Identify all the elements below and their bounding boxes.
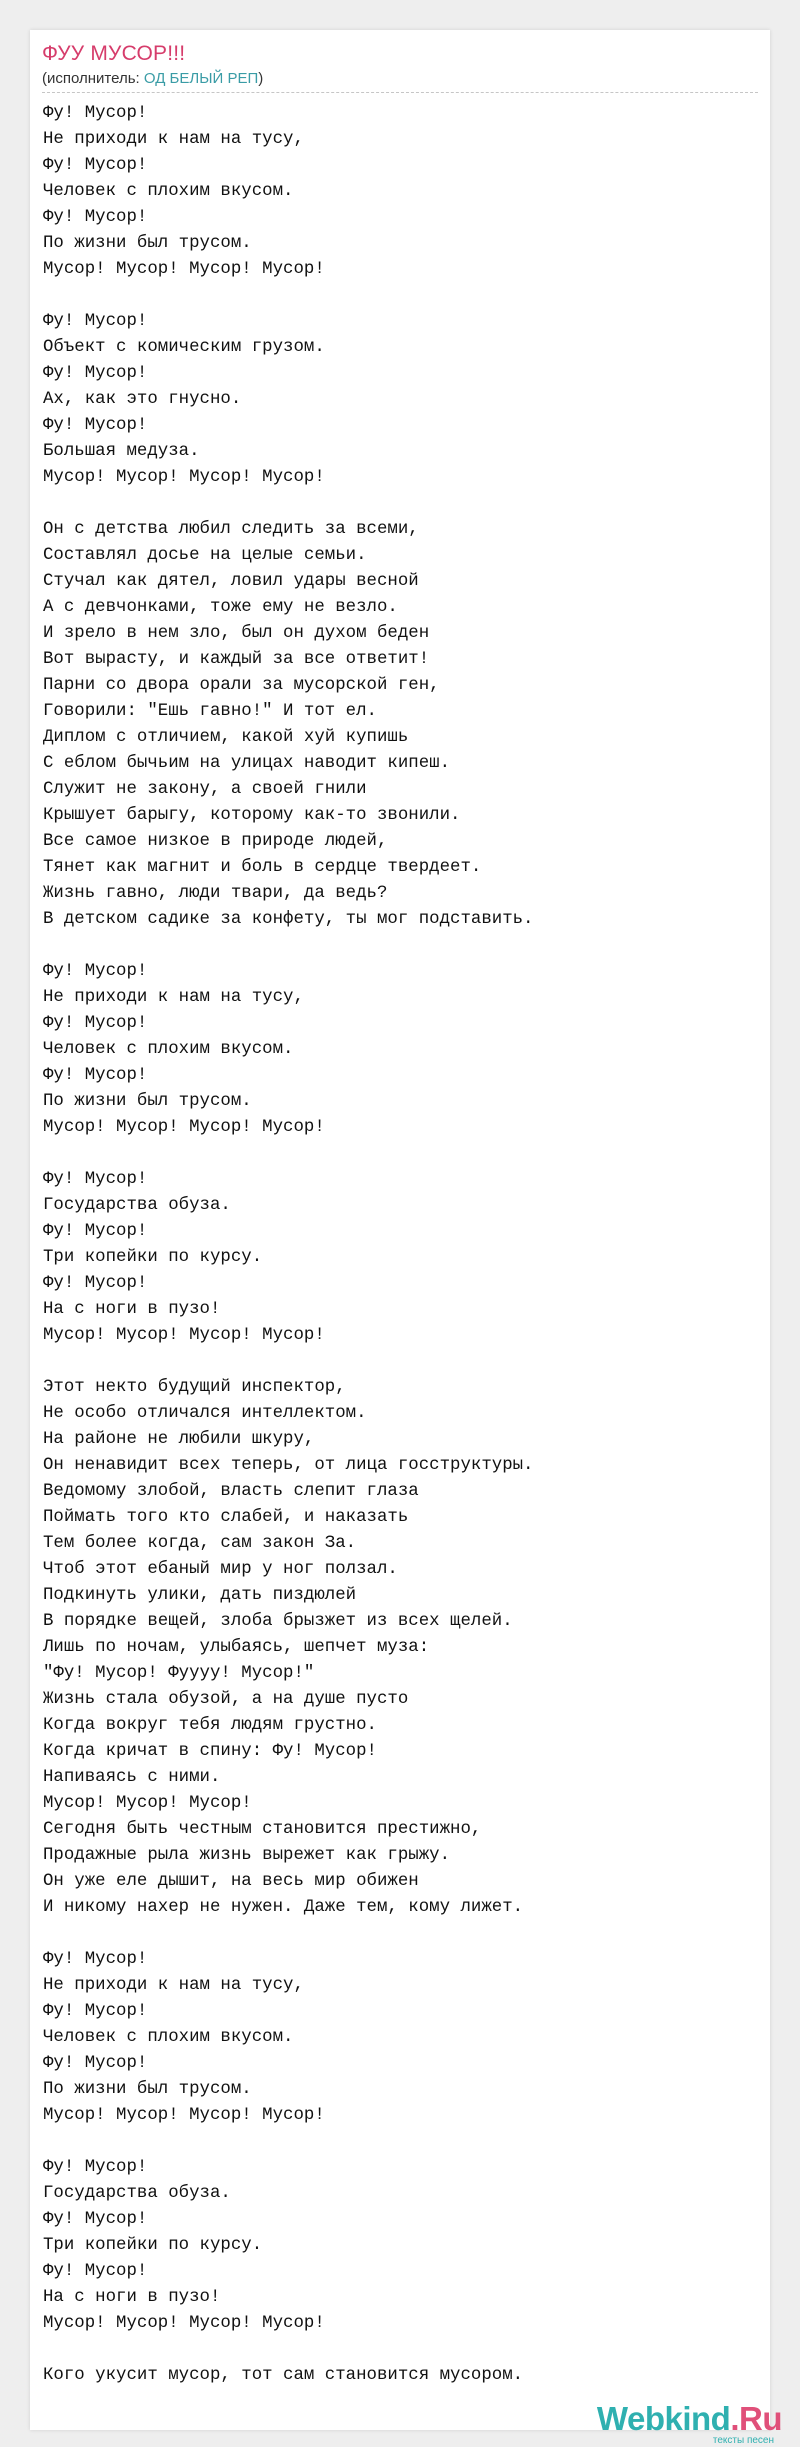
- performer-link[interactable]: ОД БЕЛЫЙ РЕП: [143, 70, 259, 87]
- lyrics-card: [30, 30, 770, 2430]
- logo-main-text: Webkind: [596, 2400, 731, 2437]
- logo-tagline: тексты песен: [712, 2435, 774, 2446]
- site-logo[interactable]: [592, 2400, 782, 2446]
- logo-wordmark: [592, 2402, 782, 2436]
- performer-suffix: ): [258, 70, 264, 87]
- performer-line: [42, 69, 263, 89]
- logo-domain-suffix: .Ru: [730, 2400, 782, 2437]
- lyrics-text: Фу! Мусор! Не приходи к нам на тусу, Фу! Мусор! Человек с плохим вкусом. Фу! Мусор! По жизни был трусом. Мусор! Мусор! Мусор! Мусор! Фу! Мусор! Объект с комическим грузом. Фу! Мусор! Ах, как это гнусно. Фу! Мусор! Большая медуза. Мусор! Мусор! Мусор! Мусор! Он с детства любил следить за всеми, Составлял досье на целые семьи. Стучал как дятел, ловил удары весной А с девчонками, тоже ему не везло. И зрело в нем зло, был он духом беден Вот вырасту, и каждый за все ответит! Парни со двора орали за мусорской ген, Говорили: "Ешь гавно!" И тот ел. Диплом с отличием, какой хуй купишь С еблом бычьим на улицах наводит кипеш. Служит не закону, а своей гнили Крышует барыгу, которому как-то звонили. Все самое низкое в природе людей, Тянет как магнит и боль в сердце твердеет. Жизнь гавно, люди твари, да ведь? В детском садике за конфету, ты мог подставить. Фу! Мусор! Не приходи к нам на тусу, Фу! Мусор! Человек с плохим вкусом. Фу! Мусор! По жизни был трусом. Мусор! Мусор! Мусор! Мусор! Фу! Мусор! Государства обуза. Фу! Мусор! Три копейки по курсу. Фу! Мусор! На с ноги в пузо! Мусор! Мусор! Мусор! Мусор! Этот некто будущий инспектор, Не особо отличался интеллектом. На районе не любили шкуру, Он ненавидит всех теперь, от лица госструктуры. Ведомому злобой, власть слепит глаза Поймать того кто слабей, и наказать Тем более когда, сам закон За. Чтоб этот ебаный мир у ног ползал. Подкинуть улики, дать пиздюлей В порядке вещей, злоба брызжет из всех щелей. Лишь по ночам, улыбаясь, шепчет муза: "Фу! Мусор! Фуууу! Мусор!" Жизнь стала обузой, а на душе пусто Когда вокруг тебя людям грустно. Когда кричат в спину: Фу! Мусор! Напиваясь с ними. Мусор! Мусор! Мусор! Сегодня быть честным становится престижно, Продажные рыла жизнь вырежет как грыжу. Он уже еле дышит, на весь мир обижен И никому нахер не нужен. Даже тем, кому лижет. Фу! Мусор! Не приходи к нам на тусу, Фу! Мусор! Человек с плохим вкусом. Фу! Мусор! По жизни был трусом. Мусор! Мусор! Мусор! Мусор! Фу! Мусор! Государства обуза. Фу! Мусор! Три копейки по курсу. Фу! Мусор! На с ноги в пузо! Мусор! Мусор! Мусор! Мусор! Кого укусит мусор, тот сам становится мусором.: [43, 104, 534, 2385]
- song-title: ФУУ МУСОР!!!: [42, 42, 186, 65]
- performer-prefix: (исполнитель:: [42, 70, 144, 87]
- title-divider: [42, 92, 758, 93]
